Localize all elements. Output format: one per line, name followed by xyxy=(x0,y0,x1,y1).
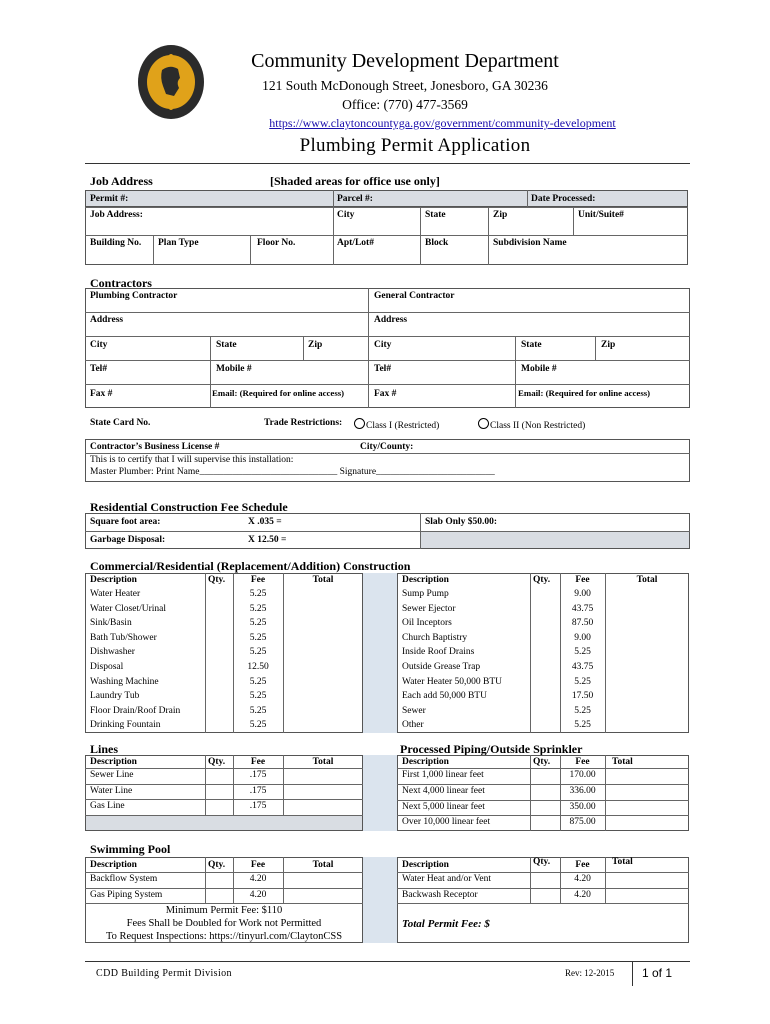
pool-left-qty-header: Qty. xyxy=(208,860,226,870)
commercial-right-row-description: Inside Roof Drains xyxy=(402,647,475,658)
lines-spacer-column xyxy=(363,755,397,831)
pool-right-row-description: Water Heat and/or Vent xyxy=(402,874,492,884)
class-1-radio[interactable] xyxy=(354,418,365,429)
piping-row-description: Next 4,000 linear feet xyxy=(402,785,485,796)
pool-left-total-header: Total xyxy=(312,860,334,870)
lines-desc-header: Description xyxy=(90,757,137,767)
class-2-option[interactable] xyxy=(478,418,585,431)
contractors-heading: Contractors xyxy=(90,276,152,290)
pool-left-row-description: Backflow System xyxy=(90,874,158,884)
general-city-label: City xyxy=(374,340,392,350)
subdivision-name-label: Subdivision Name xyxy=(493,238,567,248)
piping-fee-header: Fee xyxy=(575,757,590,767)
master-plumber-signature-line: Master Plumber: Print Name_____________________________ Signature_________________________ xyxy=(90,467,495,477)
commercial-right-row-description: Outside Grease Trap xyxy=(402,662,481,672)
commercial-right-row-fee: 43.75 xyxy=(571,662,594,672)
state-card-label: State Card No. xyxy=(90,418,151,428)
lines-row-fee: .175 xyxy=(249,770,267,780)
shaded-areas-note: [Shaded areas for office use only] xyxy=(270,174,440,188)
parcel-number-label: Parcel #: xyxy=(337,194,373,204)
lines-row-description: Gas Line xyxy=(90,801,125,811)
lines-fee-header: Fee xyxy=(250,757,266,767)
job-city-label: City xyxy=(337,210,355,220)
pool-left-row-fee: 4.20 xyxy=(249,874,267,884)
commercial-right-qty-header: Qty. xyxy=(533,575,551,585)
job-state-label: State xyxy=(425,210,446,220)
commercial-right-row-description: Other xyxy=(402,720,424,731)
job-address-heading: Job Address xyxy=(90,174,153,188)
swimming-pool-heading: Swimming Pool xyxy=(90,842,171,856)
plumbing-address-label: Address xyxy=(90,315,124,325)
commercial-left-row-description: Disposal xyxy=(90,662,124,672)
footer-rule xyxy=(85,961,690,962)
general-fax-label: Fax # xyxy=(374,389,397,399)
commercial-right-fee-header: Fee xyxy=(575,575,590,585)
class-2-label: Class II (Non Restricted) xyxy=(490,421,586,431)
lines-row-description: Water Line xyxy=(90,785,133,796)
commercial-left-row-fee: 5.25 xyxy=(249,691,267,702)
plumbing-email-label: Email: (Required for online access) xyxy=(212,388,345,398)
commercial-right-row-fee: 5.25 xyxy=(574,705,591,716)
inspection-request-info[interactable]: To Request Inspections: https://tinyurl.com/ClaytonCSS xyxy=(105,931,343,942)
form-title: Plumbing Permit Application xyxy=(299,135,531,156)
lines-row-fee: .175 xyxy=(249,785,267,796)
commercial-left-row-description: Water Heater xyxy=(90,589,141,599)
commercial-right-row-fee: 17.50 xyxy=(571,691,594,702)
trade-restrictions-label: Trade Restrictions: xyxy=(264,418,343,428)
plumbing-city-label: City xyxy=(90,340,108,350)
commercial-left-qty-header: Qty. xyxy=(208,575,226,585)
commercial-left-row-description: Dishwasher xyxy=(90,647,135,658)
commercial-left-fee-header: Fee xyxy=(250,575,266,585)
piping-heading: Processed Piping/Outside Sprinkler xyxy=(400,742,583,756)
commercial-heading: Commercial/Residential (Replacement/Addition) Construction xyxy=(90,559,411,573)
garbage-disposal-label: Garbage Disposal: xyxy=(90,535,166,545)
commercial-right-desc-header: Description xyxy=(402,575,449,585)
commercial-spacer-column xyxy=(363,573,397,733)
commercial-left-row-fee: 5.25 xyxy=(249,589,267,599)
pool-left-desc-header: Description xyxy=(90,860,137,870)
plumbing-state-label: State xyxy=(216,340,237,350)
commercial-left-row-fee: 5.25 xyxy=(249,676,267,687)
commercial-left-row-fee: 12.50 xyxy=(247,662,269,672)
piping-row-fee: 350.00 xyxy=(569,801,596,812)
commercial-left-row-fee: 5.25 xyxy=(249,632,267,643)
lines-row-description: Sewer Line xyxy=(90,770,134,780)
pool-right-qty-header: Qty. xyxy=(533,857,551,867)
commercial-right-row-fee: 9.00 xyxy=(574,589,591,599)
commercial-right-row-description: Sump Pump xyxy=(402,589,449,599)
job-address-label: Job Address: xyxy=(90,210,143,220)
department-website-link[interactable]: https://www.claytoncountyga.gov/government/community-development xyxy=(269,116,616,130)
commercial-right-row-fee: 43.75 xyxy=(571,603,594,614)
pool-right-fee-header: Fee xyxy=(575,860,590,870)
commercial-right-total-header: Total xyxy=(636,575,658,585)
garbage-disposal-rate: X 12.50 = xyxy=(248,535,287,545)
plumbing-contractor-label: Plumbing Contractor xyxy=(90,291,178,301)
commercial-left-row-fee: 5.25 xyxy=(249,647,267,658)
apt-lot-label: Apt/Lot# xyxy=(337,238,374,248)
city-county-label: City/County: xyxy=(360,442,414,452)
minimum-permit-fee: Minimum Permit Fee: $110 xyxy=(165,905,283,916)
commercial-left-row-fee: 5.25 xyxy=(249,603,267,614)
piping-qty-header: Qty. xyxy=(533,757,551,767)
job-zip-label: Zip xyxy=(493,210,508,220)
plumbing-tel-label: Tel# xyxy=(90,364,108,374)
commercial-right-row-description: Each add 50,000 BTU xyxy=(402,691,487,702)
general-state-label: State xyxy=(521,340,542,350)
commercial-left-row-fee: 5.25 xyxy=(249,618,267,629)
lines-qty-header: Qty. xyxy=(208,757,226,767)
commercial-right-row-fee: 5.25 xyxy=(574,676,591,687)
commercial-right-row-description: Oil Inceptors xyxy=(402,618,452,629)
commercial-left-row-description: Sink/Basin xyxy=(90,618,132,629)
square-foot-area-label: Square foot area: xyxy=(90,517,161,527)
pool-right-desc-header: Description xyxy=(402,860,449,870)
general-email-label: Email: (Required for online access) xyxy=(518,388,651,398)
pool-spacer-column xyxy=(363,857,397,943)
general-contractor-label: General Contractor xyxy=(374,291,455,301)
piping-row-description: Over 10,000 linear feet xyxy=(402,817,491,828)
commercial-left-row-description: Laundry Tub xyxy=(90,691,140,702)
commercial-left-row-description: Floor Drain/Roof Drain xyxy=(90,705,181,716)
total-permit-fee: Total Permit Fee: $ xyxy=(402,918,490,930)
commercial-right-row-description: Sewer Ejector xyxy=(402,603,456,614)
plumbing-fax-label: Fax # xyxy=(90,389,113,399)
business-license-label: Contractor’s Business License # xyxy=(90,442,220,452)
commercial-right-row-fee: 9.00 xyxy=(574,632,591,643)
lines-total-header: Total xyxy=(312,757,334,767)
lines-row-fee: .175 xyxy=(249,801,267,811)
floor-number-label: Floor No. xyxy=(257,238,296,248)
pool-right-row-fee: 4.20 xyxy=(574,889,591,900)
commercial-right-row-description: Water Heater 50,000 BTU xyxy=(402,676,503,687)
class-1-option[interactable] xyxy=(354,418,439,431)
commercial-right-row-fee: 87.50 xyxy=(571,618,594,629)
general-tel-label: Tel# xyxy=(374,364,392,374)
pool-right-row-fee: 4.20 xyxy=(574,874,591,884)
general-zip-label: Zip xyxy=(601,340,616,350)
pool-right-row-description: Backwash Receptor xyxy=(402,889,478,900)
permit-number-label: Permit #: xyxy=(90,194,129,204)
certification-statement: This is to certify that I will supervise this installation: xyxy=(90,455,294,465)
class-2-radio[interactable] xyxy=(478,418,489,429)
pool-left-row-fee: 4.20 xyxy=(249,889,267,900)
pool-left-row-description: Gas Piping System xyxy=(90,889,163,900)
piping-row-fee: 875.00 xyxy=(569,817,596,828)
commercial-right-row-fee: 5.25 xyxy=(574,647,591,658)
department-phone: Office: (770) 477-3569 xyxy=(342,97,468,112)
slab-only-label: Slab Only $50.00: xyxy=(425,517,498,527)
date-processed-label: Date Processed: xyxy=(531,194,596,204)
commercial-left-row-fee: 5.25 xyxy=(249,720,267,731)
department-name: Community Development Department xyxy=(251,50,559,72)
commercial-left-row-description: Washing Machine xyxy=(90,676,159,687)
commercial-left-row-description: Drinking Fountain xyxy=(90,720,161,731)
job-address-grid xyxy=(85,190,688,265)
footer-revision: Rev: 12-2015 xyxy=(565,968,615,978)
general-address-label: Address xyxy=(374,315,408,325)
piping-total-header: Total xyxy=(612,757,633,767)
piping-row-fee: 336.00 xyxy=(569,785,596,796)
plumbing-mobile-label: Mobile # xyxy=(216,364,252,374)
pool-right-total-header: Total xyxy=(612,857,633,867)
title-rule xyxy=(85,163,690,164)
commercial-right-row-description: Church Baptistry xyxy=(402,632,468,643)
residential-fee-heading: Residential Construction Fee Schedule xyxy=(90,500,288,514)
block-label: Block xyxy=(425,238,449,248)
class-1-label: Class I (Restricted) xyxy=(366,421,440,431)
plumbing-zip-label: Zip xyxy=(308,340,323,350)
building-number-label: Building No. xyxy=(90,238,142,248)
department-address: 121 South McDonough Street, Jonesboro, GA 30236 xyxy=(262,78,548,93)
fees-doubled-notice: Fees Shall be Doubled for Work not Permitted xyxy=(126,918,322,929)
commercial-left-row-description: Bath Tub/Shower xyxy=(90,632,157,643)
square-foot-rate: X .035 = xyxy=(248,517,282,527)
commercial-left-total-header: Total xyxy=(312,575,334,585)
commercial-left-row-description: Water Closet/Urinal xyxy=(90,603,167,614)
commercial-left-row-fee: 5.25 xyxy=(249,705,267,716)
county-seal xyxy=(136,42,206,122)
commercial-right-row-description: Sewer xyxy=(402,705,426,716)
pool-left-fee-header: Fee xyxy=(250,860,266,870)
piping-row-description: Next 5,000 linear feet xyxy=(402,801,485,812)
general-mobile-label: Mobile # xyxy=(521,364,557,374)
lines-heading: Lines xyxy=(90,742,119,756)
piping-row-fee: 170.00 xyxy=(569,770,596,780)
unit-suite-label: Unit/Suite# xyxy=(578,210,624,220)
footer-division: CDD Building Permit Division xyxy=(96,968,232,979)
piping-row-description: First 1,000 linear feet xyxy=(402,770,484,780)
piping-desc-header: Description xyxy=(402,757,449,767)
footer-page-number: 1 of 1 xyxy=(642,966,673,980)
commercial-left-desc-header: Description xyxy=(90,575,137,585)
commercial-right-row-fee: 5.25 xyxy=(574,720,591,731)
plan-type-label: Plan Type xyxy=(158,238,199,248)
